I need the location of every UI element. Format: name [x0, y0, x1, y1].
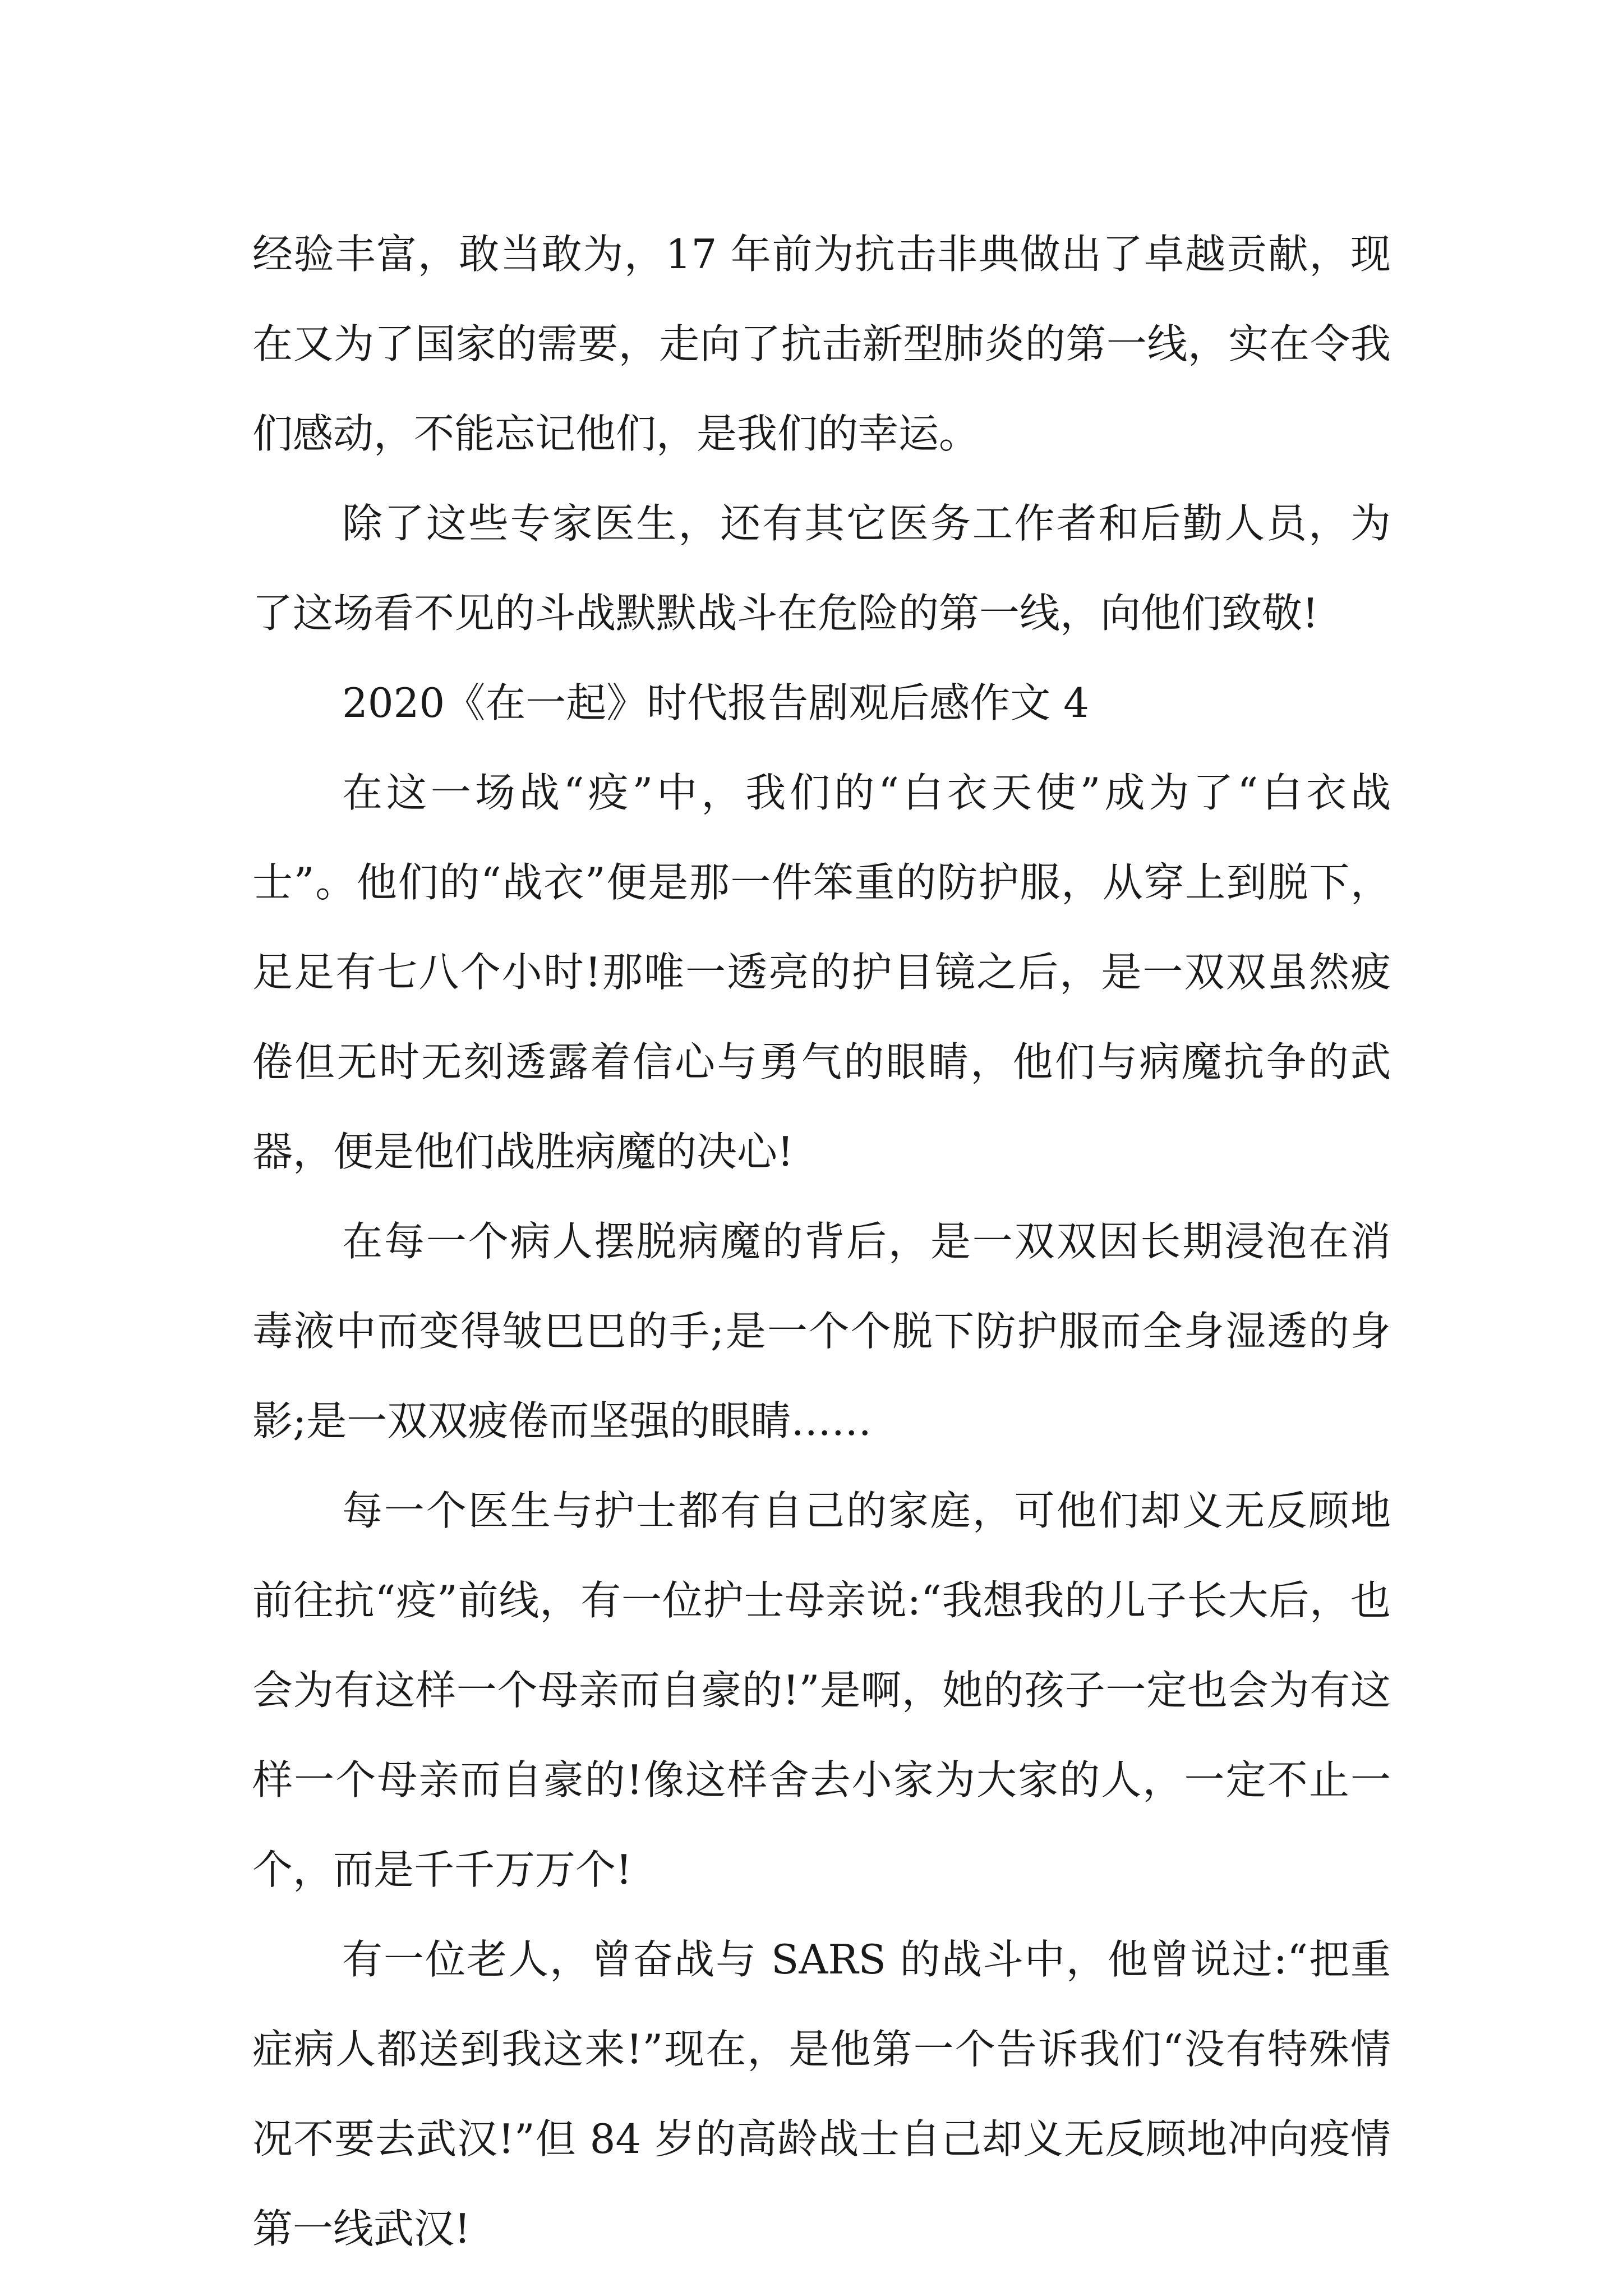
section-heading: 2020《在一起》时代报告剧观后感作文 4 [342, 679, 1089, 726]
paragraph-behind-patients: 在每一个病人摆脱病魔的背后，是一双双因长期浸泡在消毒液中而变得皱巴巴的手;是一个个脱下防护服而全身湿透的身影;是一双双疲倦而坚强的眼睛…… [252, 1218, 1391, 1444]
paragraph-medical-staff: 除了这些专家医生，还有其它医务工作者和后勤人员，为了这场看不见的斗战默默战斗在危险的第一线，向他们致敬! [252, 500, 1391, 637]
paragraph-families: 每一个医生与护士都有自己的家庭，可他们却义无反顾地前往抗“疫”前线，有一位护士母亲说:“我想我的儿子长大后，也会为有这样一个母亲而自豪的!”是啊，她的孩子一定也会为有这样一个母亲而自豪的!像这样舍去小家为大家的人，一定不止一个，而是千千万万个! [252, 1487, 1391, 1893]
paragraph-white-coat-warriors: 在这一场战“疫”中，我们的“白衣天使”成为了“白衣战士”。他们的“战衣”便是那一件笨重的防护服，从穿上到脱下，足足有七八个小时!那唯一透亮的护目镜之后，是一双双虽然疲倦但无时无刻透露着信心与勇气的眼睛，他们与病魔抗争的武器，便是他们战胜病魔的决心! [252, 769, 1391, 1175]
paragraph-elder-doctor: 有一位老人，曾奋战与 SARS 的战斗中，他曾说过:“把重症病人都送到我这来!”现在，是他第一个告诉我们“没有特殊情况不要去武汉!”但 84 岁的高龄战士自己却义无反顾地冲向疫情第一线武汉! [252, 1936, 1391, 2252]
document-body [252, 209, 1391, 2274]
paragraph-continued: 经验丰富，敢当敢为，17 年前为抗击非典做出了卓越贡献，现在又为了国家的需要，走向了抗击新型肺炎的第一线，实在令我们感动，不能忘记他们，是我们的幸运。 [252, 231, 1391, 457]
